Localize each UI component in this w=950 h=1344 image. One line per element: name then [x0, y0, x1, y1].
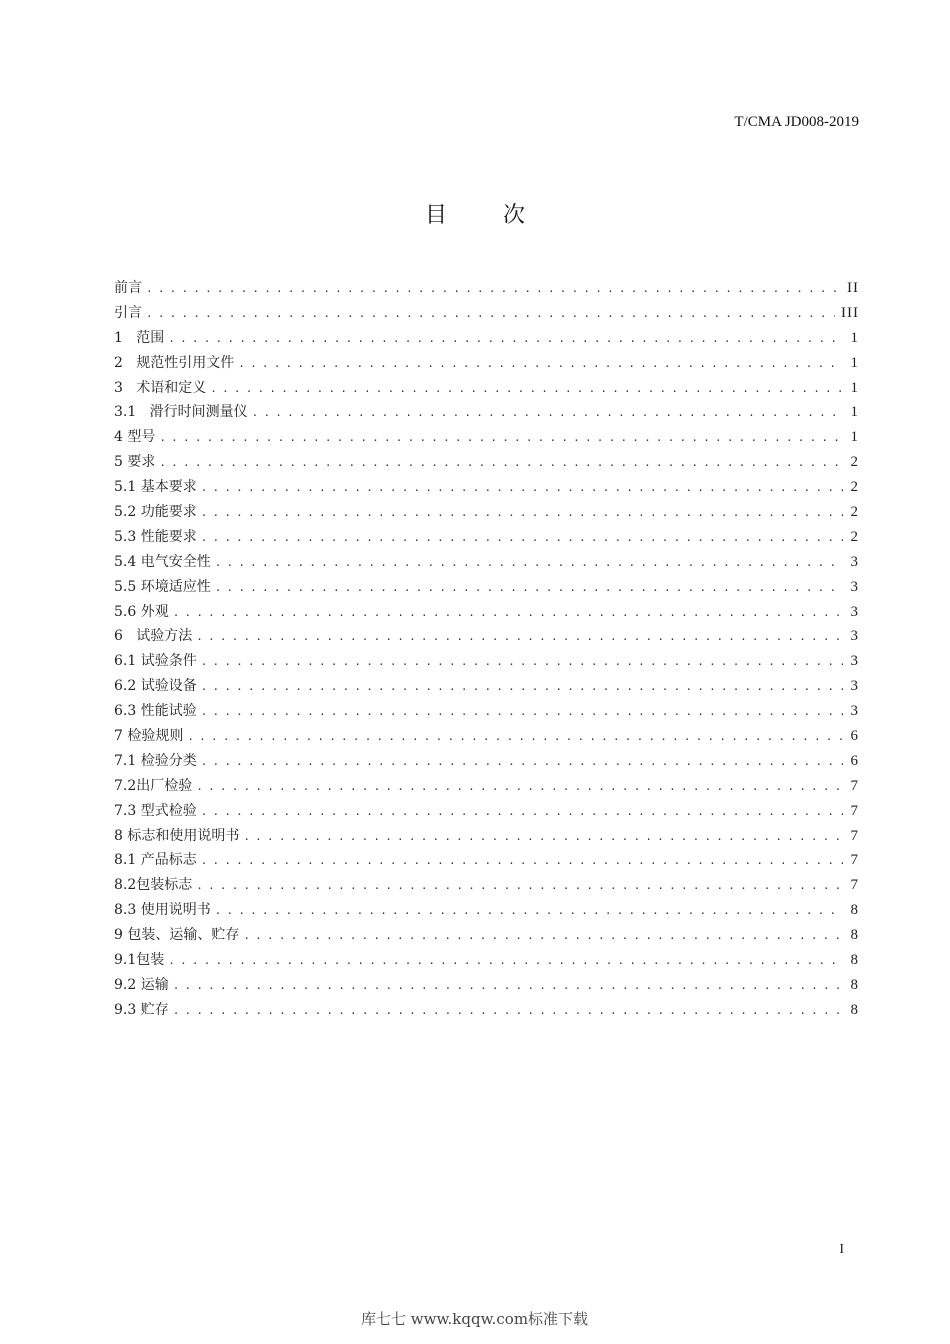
- page-folio: I: [839, 1242, 844, 1257]
- toc-label: 2 规范性引用文件: [114, 354, 235, 371]
- dot-leader: [201, 750, 843, 775]
- toc-page-number: 7: [850, 852, 859, 869]
- standard-code: T/CMA JD008-2019: [734, 114, 859, 130]
- dot-leader: [173, 999, 843, 1024]
- toc-entry-9-3[interactable]: [114, 998, 859, 1023]
- toc-entry-7-2[interactable]: [114, 774, 859, 799]
- toc-entry-5-6[interactable]: [114, 600, 859, 625]
- toc-entry-5-1[interactable]: [114, 475, 859, 500]
- toc-entry-9-2[interactable]: [114, 973, 859, 998]
- dot-leader: [201, 526, 843, 551]
- dot-leader: [201, 476, 843, 501]
- toc-page-number: 3: [850, 653, 859, 670]
- toc-page-number: 3: [850, 628, 859, 645]
- toc-label: 6.2 试验设备: [114, 678, 197, 695]
- toc-entry-3-1[interactable]: [114, 400, 859, 425]
- toc-label: 8.2包装标志: [114, 877, 193, 894]
- toc-page-number: 3: [850, 603, 859, 620]
- toc-page-number: 1: [850, 354, 859, 371]
- toc-page-number: 7: [850, 877, 859, 894]
- dot-leader: [238, 352, 843, 377]
- toc-label: 5.5 环境适应性: [114, 578, 211, 595]
- dot-leader: [201, 501, 843, 526]
- toc-page-number: 3: [850, 578, 859, 595]
- dot-leader: [173, 601, 843, 626]
- toc-entry-7-3[interactable]: [114, 799, 859, 824]
- table-of-contents: [114, 276, 859, 1023]
- dot-leader: [146, 277, 841, 302]
- toc-page-number: 3: [850, 678, 859, 695]
- toc-entry-6-2[interactable]: [114, 674, 859, 699]
- toc-label: 9.1包装: [114, 952, 165, 969]
- toc-page-number: 7: [850, 777, 859, 794]
- dot-leader: [215, 576, 843, 601]
- toc-label: 5.1 基本要求: [114, 479, 197, 496]
- toc-label: 5.3 性能要求: [114, 528, 197, 545]
- toc-entry-3[interactable]: [114, 376, 859, 401]
- toc-entry-2[interactable]: [114, 351, 859, 376]
- toc-entry-5-3[interactable]: [114, 525, 859, 550]
- toc-page-number: 8: [850, 952, 859, 969]
- toc-label: 前言: [114, 280, 142, 296]
- toc-page-number: 6: [850, 728, 859, 745]
- toc-page-number: 3: [850, 553, 859, 570]
- toc-label: 9 包装、运输、贮存: [114, 927, 240, 944]
- toc-entry-9[interactable]: [114, 923, 859, 948]
- toc-page-number: 8: [850, 976, 859, 993]
- dot-leader: [201, 675, 843, 700]
- title-char-1: 目: [424, 203, 447, 228]
- toc-entry-foreword[interactable]: [114, 276, 859, 301]
- dot-leader: [201, 849, 843, 874]
- toc-entry-7[interactable]: [114, 724, 859, 749]
- toc-label: 8.1 产品标志: [114, 852, 197, 869]
- toc-page-number: 2: [850, 454, 859, 471]
- toc-entry-6[interactable]: [114, 624, 859, 649]
- dot-leader: [215, 899, 843, 924]
- toc-label: 8.3 使用说明书: [114, 902, 211, 919]
- toc-entry-7-1[interactable]: [114, 749, 859, 774]
- toc-page-number: 1: [850, 379, 859, 396]
- toc-label: 4 型号: [114, 429, 156, 446]
- dot-leader: [159, 426, 843, 451]
- toc-label: 5.2 功能要求: [114, 504, 197, 521]
- footer-watermark: 库七七 www.kqqw.com标准下载: [361, 1310, 589, 1328]
- toc-label: 3.1 滑行时间测量仪: [114, 404, 248, 421]
- toc-page-number: III: [841, 304, 859, 321]
- toc-page-number: 6: [850, 752, 859, 769]
- toc-label: 8 标志和使用说明书: [114, 827, 240, 844]
- toc-entry-6-3[interactable]: [114, 699, 859, 724]
- dot-leader: [210, 377, 843, 402]
- toc-page-number: 1: [850, 404, 859, 421]
- toc-entry-introduction[interactable]: [114, 301, 859, 326]
- dot-leader: [201, 800, 843, 825]
- toc-entry-6-1[interactable]: [114, 649, 859, 674]
- dot-leader: [168, 949, 843, 974]
- toc-page-number: 2: [850, 479, 859, 496]
- toc-label: 6.3 性能试验: [114, 703, 197, 720]
- dot-leader: [187, 725, 843, 750]
- toc-entry-9-1[interactable]: [114, 948, 859, 973]
- dot-leader: [168, 327, 843, 352]
- toc-label: 7.1 检验分类: [114, 752, 197, 769]
- toc-label: 5.4 电气安全性: [114, 553, 211, 570]
- toc-page-number: 2: [850, 504, 859, 521]
- dot-leader: [196, 775, 843, 800]
- dot-leader: [173, 974, 843, 999]
- toc-entry-4[interactable]: [114, 425, 859, 450]
- toc-entry-1[interactable]: [114, 326, 859, 351]
- toc-page-number: 8: [850, 902, 859, 919]
- toc-entry-8-3[interactable]: [114, 898, 859, 923]
- toc-entry-5-5[interactable]: [114, 575, 859, 600]
- dot-leader: [196, 625, 843, 650]
- dot-leader: [215, 551, 843, 576]
- toc-label: 6 试验方法: [114, 628, 193, 645]
- toc-label: 6.1 试验条件: [114, 653, 197, 670]
- toc-page-number: 8: [850, 927, 859, 944]
- toc-page-number: 1: [850, 329, 859, 346]
- toc-page-number: 2: [850, 528, 859, 545]
- toc-entry-5[interactable]: [114, 450, 859, 475]
- toc-page-number: 8: [850, 1001, 859, 1018]
- page-title: [0, 198, 950, 229]
- toc-label: 9.3 贮存: [114, 1001, 169, 1018]
- toc-page-number: II: [847, 280, 859, 296]
- toc-page-number: 1: [850, 429, 859, 446]
- dot-leader: [243, 825, 843, 850]
- toc-label: 7.3 型式检验: [114, 802, 197, 819]
- toc-entry-8[interactable]: [114, 824, 859, 849]
- toc-entry-5-4[interactable]: [114, 550, 859, 575]
- toc-label: 1 范围: [114, 329, 165, 346]
- dot-leader: [159, 451, 843, 476]
- dot-leader: [201, 700, 843, 725]
- dot-leader: [146, 302, 835, 327]
- title-char-2: 次: [503, 203, 526, 228]
- toc-page-number: 3: [850, 703, 859, 720]
- toc-page-number: 7: [850, 827, 859, 844]
- toc-label: 9.2 运输: [114, 976, 169, 993]
- toc-label: 5 要求: [114, 454, 156, 471]
- dot-leader: [196, 874, 843, 899]
- toc-label: 3 术语和定义: [114, 379, 207, 396]
- toc-label: 7 检验规则: [114, 728, 184, 745]
- toc-label: 引言: [114, 304, 142, 321]
- dot-leader: [201, 650, 843, 675]
- dot-leader: [243, 924, 843, 949]
- toc-entry-8-1[interactable]: [114, 848, 859, 873]
- toc-label: 7.2出厂检验: [114, 777, 193, 794]
- toc-entry-5-2[interactable]: [114, 500, 859, 525]
- toc-label: 5.6 外观: [114, 603, 169, 620]
- toc-page-number: 7: [850, 802, 859, 819]
- toc-entry-8-2[interactable]: [114, 873, 859, 898]
- dot-leader: [252, 401, 843, 426]
